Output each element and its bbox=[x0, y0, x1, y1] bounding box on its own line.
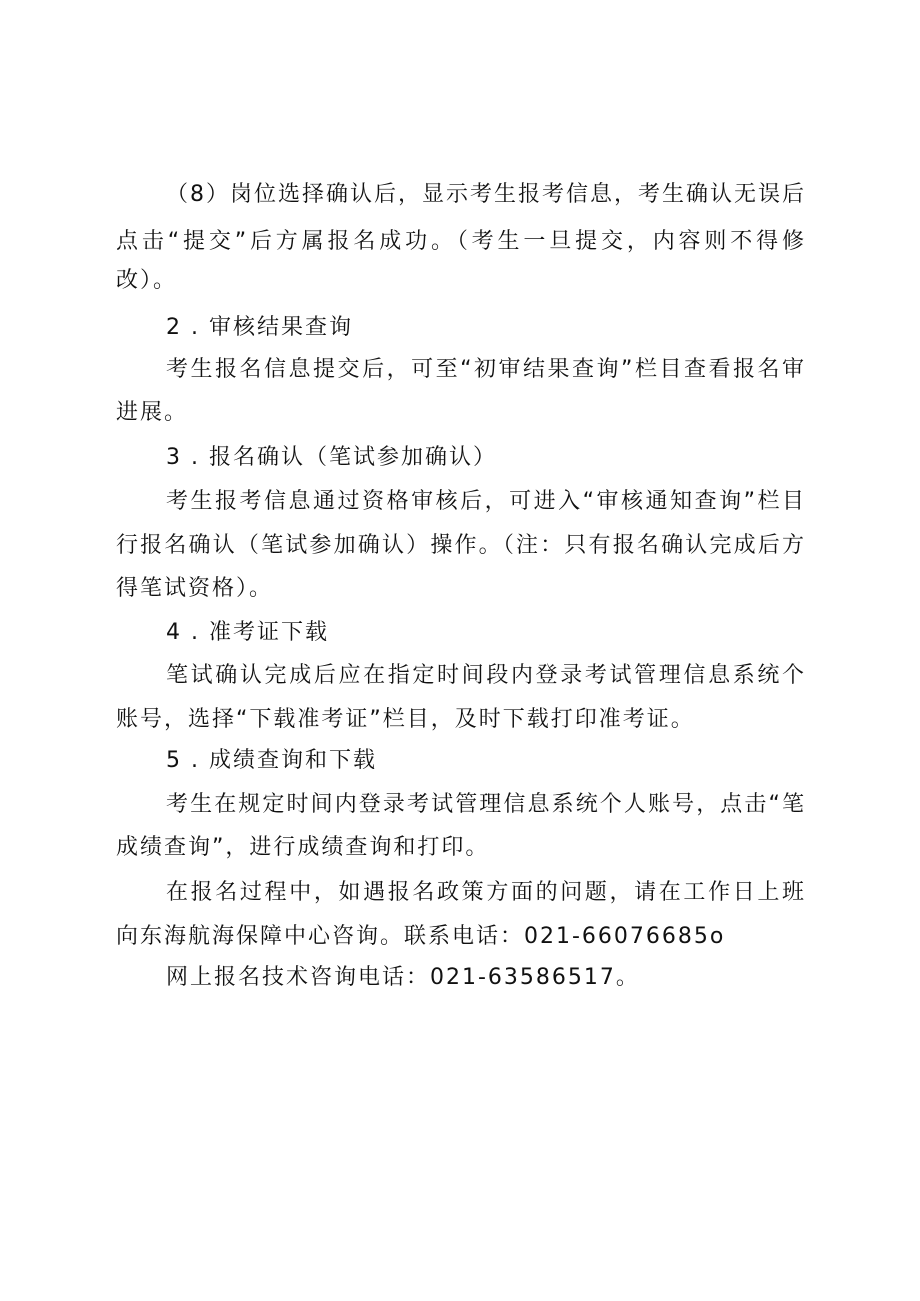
contact-line-2: 向东海航海保障中心咨询。联系电话：021-66076685o bbox=[116, 924, 726, 949]
section-4-heading: 4 . 准考证下载 bbox=[166, 620, 329, 645]
section-5-heading: 5 . 成绩查询和下载 bbox=[166, 748, 377, 773]
contact-line-3: 网上报名技术咨询电话：021-63586517。 bbox=[166, 965, 640, 990]
item8-line-2: 点击“提交”后方属报名成功。（考生一旦提交，内容则不得修 bbox=[116, 229, 806, 254]
section-2-line-2: 进展。 bbox=[116, 400, 189, 425]
section-5-line-2: 成绩查询”，进行成绩查询和打印。 bbox=[116, 835, 490, 860]
item8-line-1: （8）岗位选择确认后，显示考生报考信息，考生确认无误后 bbox=[166, 182, 806, 207]
section-2-heading: 2 . 审核结果查询 bbox=[166, 315, 353, 340]
section-3-line-2: 行报名确认（笔试参加确认）操作。（注：只有报名确认完成后方 bbox=[116, 533, 806, 558]
section-3-line-3: 得笔试资格）。 bbox=[116, 576, 274, 601]
section-2-line-1: 考生报名信息提交后，可至“初审结果查询”栏目查看报名审 bbox=[166, 357, 806, 382]
section-3-line-1: 考生报考信息通过资格审核后，可进入“审核通知查询”栏目 bbox=[166, 489, 806, 514]
section-3-heading: 3 . 报名确认（笔试参加确认） bbox=[166, 445, 497, 470]
section-4-line-2: 账号，选择“下载准考证”栏目，及时下载打印准考证。 bbox=[116, 707, 695, 732]
section-5-line-1: 考生在规定时间内登录考试管理信息系统个人账号，点击“笔 bbox=[166, 792, 806, 817]
section-4-line-1: 笔试确认完成后应在指定时间段内登录考试管理信息系统个 bbox=[166, 663, 806, 688]
contact-line-1: 在报名过程中，如遇报名政策方面的问题，请在工作日上班 bbox=[166, 880, 806, 905]
item8-line-3: 改）。 bbox=[116, 268, 178, 293]
